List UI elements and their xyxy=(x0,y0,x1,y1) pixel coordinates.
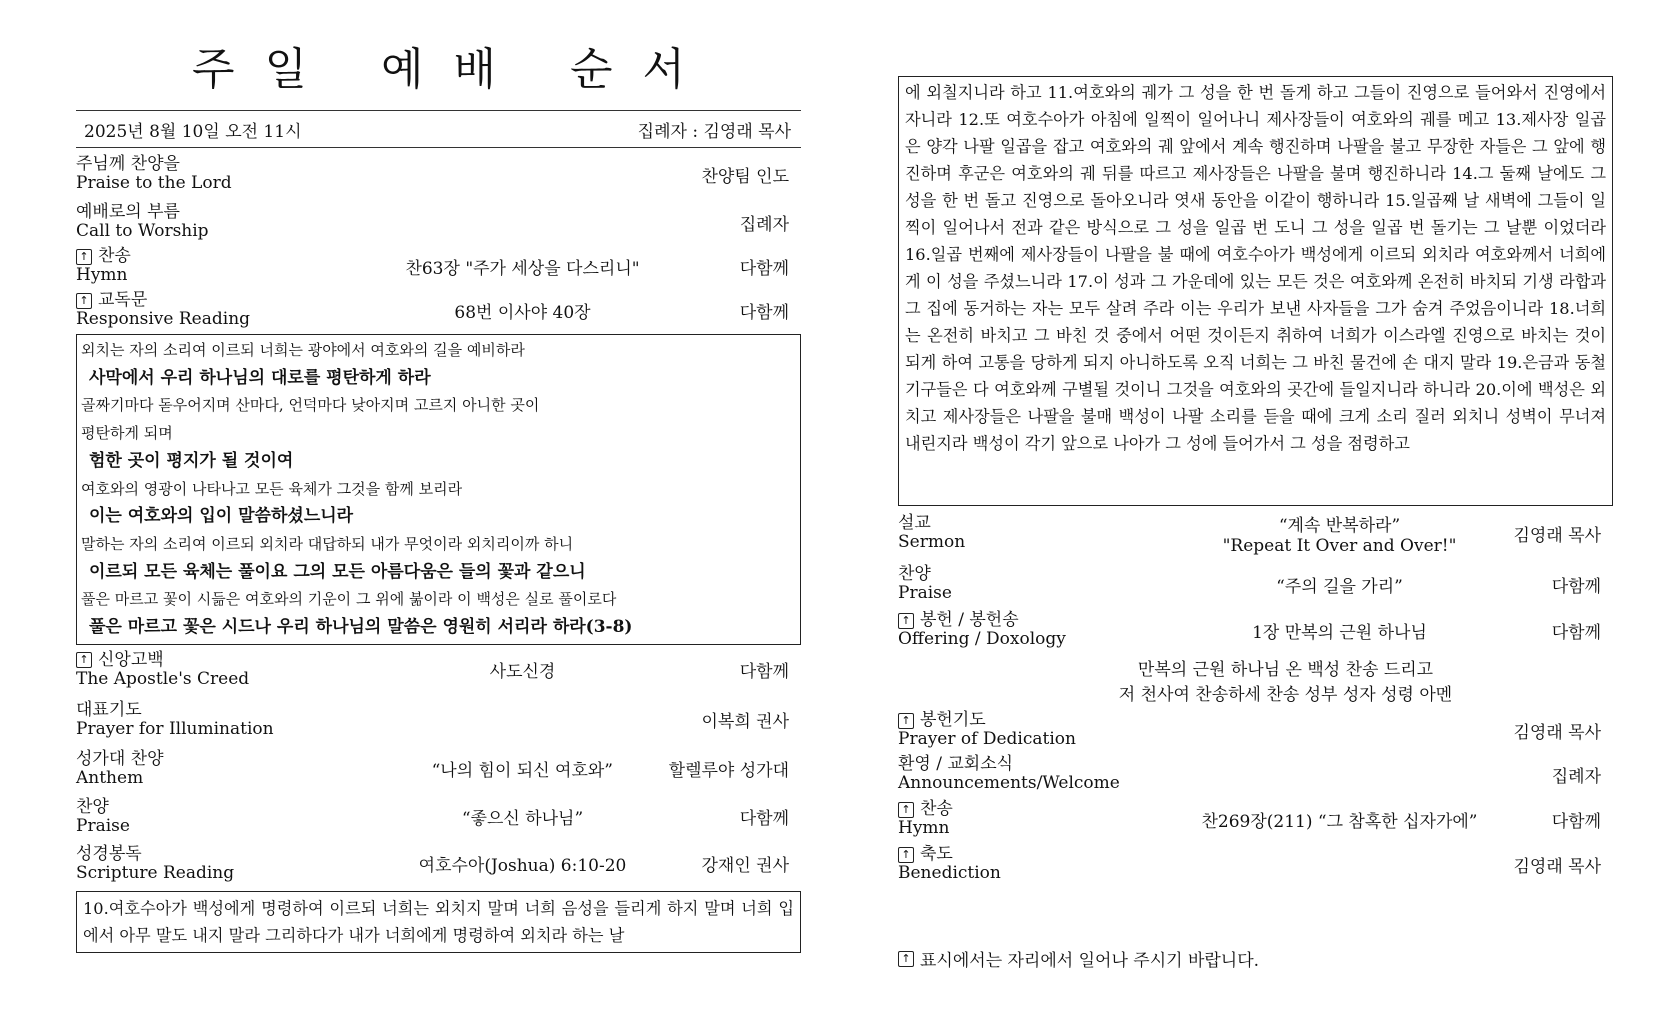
order-item xyxy=(898,842,1613,886)
order-item xyxy=(76,244,801,288)
item-names xyxy=(76,750,376,788)
reading-line-leader: 외치는 자의 소리여 이르되 너희는 광야에서 여호와의 길을 예비하라 xyxy=(81,341,525,359)
order-item xyxy=(76,793,801,841)
order-item xyxy=(898,560,1613,608)
item-english-title: Scripture Reading xyxy=(76,862,235,883)
item-korean-label: 환영 / 교회소식 xyxy=(898,754,1014,774)
item-korean-label: 대표기도 xyxy=(76,699,142,720)
scripture-box-start: 10.여호수아가 백성에게 명령하여 이르되 너희는 외치지 말며 너희 음성을 들리게 하지 말며 너희 입에서 아무 말도 내지 말라 그리하다가 내가 너희에게 명령하여 외치라 하는 날 xyxy=(76,891,801,953)
item-korean-title xyxy=(898,800,1198,819)
item-detail-text: 찬269장(211) “그 참혹한 십자가에” xyxy=(1201,811,1478,832)
item-detail xyxy=(1198,511,1481,556)
item-names xyxy=(76,798,376,836)
item-detail xyxy=(376,254,669,279)
order-list-2 xyxy=(76,645,801,887)
item-korean-label: 찬송 xyxy=(920,799,953,819)
standing-arrow-icon: ↑ xyxy=(898,847,914,863)
item-korean-label: 봉헌 / 봉헌송 xyxy=(920,610,1019,630)
item-english-title: Praise xyxy=(76,815,130,836)
item-korean-label: 주님께 찬양을 xyxy=(76,154,180,174)
item-english-title: Sermon xyxy=(898,532,966,552)
service-leader: 집례자 : 김영래 목사 xyxy=(637,121,791,142)
item-korean-label: 봉헌기도 xyxy=(920,710,986,730)
reading-line-congregation: 풀은 마르고 꽃은 시드나 우리 하나님의 말씀은 영원히 서리라 하라(3-8) xyxy=(89,617,633,638)
item-english-title: Hymn xyxy=(76,265,128,285)
doxology-line: 만복의 근원 하나님 온 백성 찬송 드리고 xyxy=(1137,660,1434,680)
item-leader: 다함께 xyxy=(739,662,789,683)
reading-line-congregation: 사막에서 우리 하나님의 대로를 평탄하게 하라 xyxy=(89,367,431,388)
item-detail-text: 여호수아(Joshua) 6:10-20 xyxy=(418,856,627,877)
item-leader: 다함께 xyxy=(1551,622,1601,643)
item-detail xyxy=(376,804,669,829)
item-leader: 찬양팀 인도 xyxy=(701,166,789,187)
order-item xyxy=(76,745,801,793)
item-korean-title xyxy=(898,711,1198,730)
item-names xyxy=(898,800,1198,838)
item-korean-title xyxy=(76,247,376,266)
order-list-4 xyxy=(898,708,1613,886)
order-list-3 xyxy=(898,506,1613,652)
item-leader: 집례자 xyxy=(1551,766,1601,787)
item-english-title: Hymn xyxy=(898,818,950,838)
item-english-title: Benediction xyxy=(898,863,1001,883)
item-detail-text: “주의 길을 가리” xyxy=(1276,576,1403,597)
item-names xyxy=(76,845,376,883)
reading-line-congregation: 이르되 모든 육체는 풀이요 그의 모든 아름다움은 들의 꽃과 같으니 xyxy=(89,561,586,582)
item-korean-title xyxy=(898,514,1198,533)
order-item xyxy=(898,752,1613,796)
item-detail-text: “계속 반복하라” xyxy=(1278,515,1401,536)
item-english-title: Praise to the Lord xyxy=(76,173,232,193)
item-detail xyxy=(1198,618,1481,643)
reading-line-leader: 평탄하게 되며 xyxy=(81,424,173,443)
item-leader: 김영래 목사 xyxy=(1513,722,1601,743)
order-item xyxy=(76,695,801,745)
item-names xyxy=(898,565,1198,603)
item-leader: 다함께 xyxy=(1551,576,1601,597)
item-korean-title xyxy=(76,798,376,817)
standing-arrow-icon: ↑ xyxy=(898,951,914,967)
item-names xyxy=(76,651,376,689)
item-english-title: Responsive Reading xyxy=(76,309,251,329)
item-korean-label: 성경봉독 xyxy=(76,843,142,864)
item-leader: 이복희 권사 xyxy=(701,712,789,733)
doxology-line: 저 천사여 찬송하세 찬송 성부 성자 성령 아멘 xyxy=(1118,685,1453,705)
reading-line-leader: 골짜기마다 돋우어지며 산마다, 언덕마다 낮아지며 고르지 아니한 곳이 xyxy=(81,396,540,415)
item-korean-title xyxy=(898,611,1198,630)
standing-arrow-icon: ↑ xyxy=(76,293,92,309)
order-item xyxy=(76,841,801,887)
item-korean-label: 찬양 xyxy=(898,564,931,584)
item-detail xyxy=(376,851,669,876)
item-names xyxy=(898,514,1198,552)
reading-line-leader: 풀은 마르고 꽃이 시듦은 여호와의 기운이 그 위에 붊이라 이 백성은 실로 풀이로다 xyxy=(81,590,617,609)
item-names xyxy=(898,711,1198,749)
item-leader: 다함께 xyxy=(739,809,789,830)
order-list-1 xyxy=(76,148,801,332)
standing-footnote xyxy=(898,946,1259,971)
item-names xyxy=(76,203,376,241)
item-english-title: Offering / Doxology xyxy=(898,629,1066,649)
item-detail-text: 1장 만복의 근원 하나님 xyxy=(1252,622,1427,643)
left-column xyxy=(76,0,801,953)
standing-arrow-icon: ↑ xyxy=(76,652,92,668)
item-detail xyxy=(1198,807,1481,832)
item-english-title: Call to Worship xyxy=(76,221,209,241)
item-leader: 김영래 목사 xyxy=(1513,525,1601,546)
standing-arrow-icon: ↑ xyxy=(898,613,914,629)
footnote-text: 표시에서는 자리에서 일어나 주시기 바랍니다. xyxy=(920,951,1260,971)
item-names xyxy=(898,755,1198,793)
right-column xyxy=(898,0,1613,886)
item-korean-title xyxy=(76,291,376,310)
item-detail xyxy=(376,756,669,781)
reading-line-congregation: 이는 여호와의 입이 말씀하셨느니라 xyxy=(89,506,354,527)
order-item xyxy=(898,506,1613,560)
item-korean-title xyxy=(898,845,1198,864)
order-item xyxy=(898,608,1613,652)
item-korean-title xyxy=(76,155,376,174)
item-korean-label: 찬송 xyxy=(98,246,131,266)
item-detail-subtext: "Repeat It Over and Over!" xyxy=(1222,535,1457,556)
item-korean-label: 신앙고백 xyxy=(98,649,164,670)
item-korean-title xyxy=(76,750,376,769)
order-item xyxy=(76,148,801,200)
item-detail-text: 68번 이사야 40장 xyxy=(454,302,591,323)
service-date: 2025년 8월 10일 오전 11시 xyxy=(84,121,302,142)
order-item xyxy=(76,200,801,244)
item-english-title: Anthem xyxy=(76,767,144,788)
order-item xyxy=(76,645,801,695)
item-names xyxy=(76,247,376,285)
item-korean-label: 예배로의 부름 xyxy=(76,202,180,222)
standing-arrow-icon: ↑ xyxy=(898,713,914,729)
item-names xyxy=(76,155,376,193)
responsive-reading-box xyxy=(76,334,801,645)
order-item xyxy=(898,796,1613,842)
item-english-title: Prayer of Dedication xyxy=(898,729,1076,749)
reading-line-leader: 말하는 자의 소리여 이르되 외치라 대답하되 내가 무엇이라 외치리이까 하니 xyxy=(81,534,574,553)
item-detail xyxy=(1198,572,1481,597)
item-leader: 강재인 권사 xyxy=(701,856,789,877)
item-detail-text: “좋으신 하나님” xyxy=(461,809,584,830)
page-title: 주일 예배 순서 xyxy=(192,44,715,95)
doxology-lyrics xyxy=(898,658,1613,708)
item-korean-label: 찬양 xyxy=(76,796,109,817)
standing-arrow-icon: ↑ xyxy=(898,802,914,818)
date-line xyxy=(76,110,801,148)
item-names xyxy=(76,701,376,739)
item-detail-text: 찬63장 "주가 세상을 다스리니" xyxy=(405,258,640,279)
item-korean-title xyxy=(76,203,376,222)
scripture-box-continued: 에 외칠지니라 하고 11.여호와의 궤가 그 성을 한 번 돌게 하고 그들이 진영으로 들어와서 진영에서 자니라 12.또 여호수아가 아침에 일찍이 일어나니 제사장들이 여호와의 궤를 메고 13.제사장 일곱은 양각 나팔 일곱을 잡고 여호와의 궤 앞에서 계속 행진하며 나팔을 불고 무장한 자들은 그 앞에 행진하며 후군은 여호와의 궤 뒤를 따르고 제사장들은 나팔을 불며 행진하니라 14.그 둘째 날에도 그 성을 한 번 돌고 진영으로 돌아오니라 엿새 동안을 이같이 행하니라 15.일곱째 날 새벽에 그들이 일찍이 일어나서 전과 같은 방식으로 그 성을 일곱 번 도니 그 성을 일곱 번 돌기는 그 날뿐 이었더라 16.일곱 번째에 제사장들이 나팔을 불 때에 여호수아가 백성에게 이르되 외치라 여호와께서 너희에게 이 성을 주셨느니라 17.이 성과 그 가운데에 있는 모든 것은 여호와께 온전히 바치되 기생 라합과 그 집에 동거하는 자는 모두 살려 주라 이는 우리가 보낸 사자들을 그가 숨겨 주었음이니라 18.너희는 온전히 바치고 그 바친 것 중에서 어떤 것이든지 취하여 너희가 이스라엘 진영으로 바치는 것이 되게 하여 고통을 당하게 되지 아니하도록 오직 너희는 그 바친 물건에 손 대지 말라 19.은금과 동철 기구들은 다 여호와께 구별될 것이니 그것을 여호와의 곳간에 들일지니라 하니라 20.이에 백성은 외치고 제사장들은 나팔을 불매 백성이 나팔 소리를 듣을 때에 크게 소리 질러 외치니 성벽이 무너져 내린지라 백성이 각기 앞으로 나아가 그 성에 들어가서 그 성을 점령하고 xyxy=(898,76,1613,506)
order-item xyxy=(76,288,801,332)
standing-arrow-icon: ↑ xyxy=(76,249,92,265)
item-korean-label: 축도 xyxy=(920,844,953,864)
item-leader: 김영래 목사 xyxy=(1513,856,1601,877)
item-leader: 다함께 xyxy=(739,302,789,323)
item-names xyxy=(76,291,376,329)
item-korean-label: 교독문 xyxy=(98,290,148,310)
item-leader: 다함께 xyxy=(1551,811,1601,832)
item-detail xyxy=(376,298,669,323)
item-english-title: Praise xyxy=(898,583,952,603)
item-names xyxy=(898,845,1198,883)
reading-line-congregation: 험한 곳이 평지가 될 것이여 xyxy=(89,450,294,471)
item-korean-title xyxy=(898,755,1198,774)
item-korean-title xyxy=(76,651,376,670)
item-detail-text: “나의 힘이 되신 여호와” xyxy=(431,761,614,782)
item-english-title: The Apostle's Creed xyxy=(76,668,250,689)
item-detail xyxy=(376,657,669,682)
item-korean-title xyxy=(76,701,376,720)
order-item xyxy=(898,708,1613,752)
item-detail-text: 사도신경 xyxy=(489,662,556,683)
item-korean-label: 성가대 찬양 xyxy=(76,748,164,769)
item-english-title: Announcements/Welcome xyxy=(898,773,1120,793)
item-korean-label: 설교 xyxy=(898,513,931,533)
item-english-title: Prayer for Illumination xyxy=(76,718,274,739)
item-names xyxy=(898,611,1198,649)
item-korean-title xyxy=(898,565,1198,584)
reading-line-leader: 여호와의 영광이 나타나고 모든 육체가 그것을 함께 보리라 xyxy=(81,479,463,498)
item-leader: 다함께 xyxy=(739,258,789,279)
item-leader: 할렐루야 성가대 xyxy=(668,761,789,782)
item-korean-title xyxy=(76,845,376,864)
item-leader: 집례자 xyxy=(739,214,789,235)
